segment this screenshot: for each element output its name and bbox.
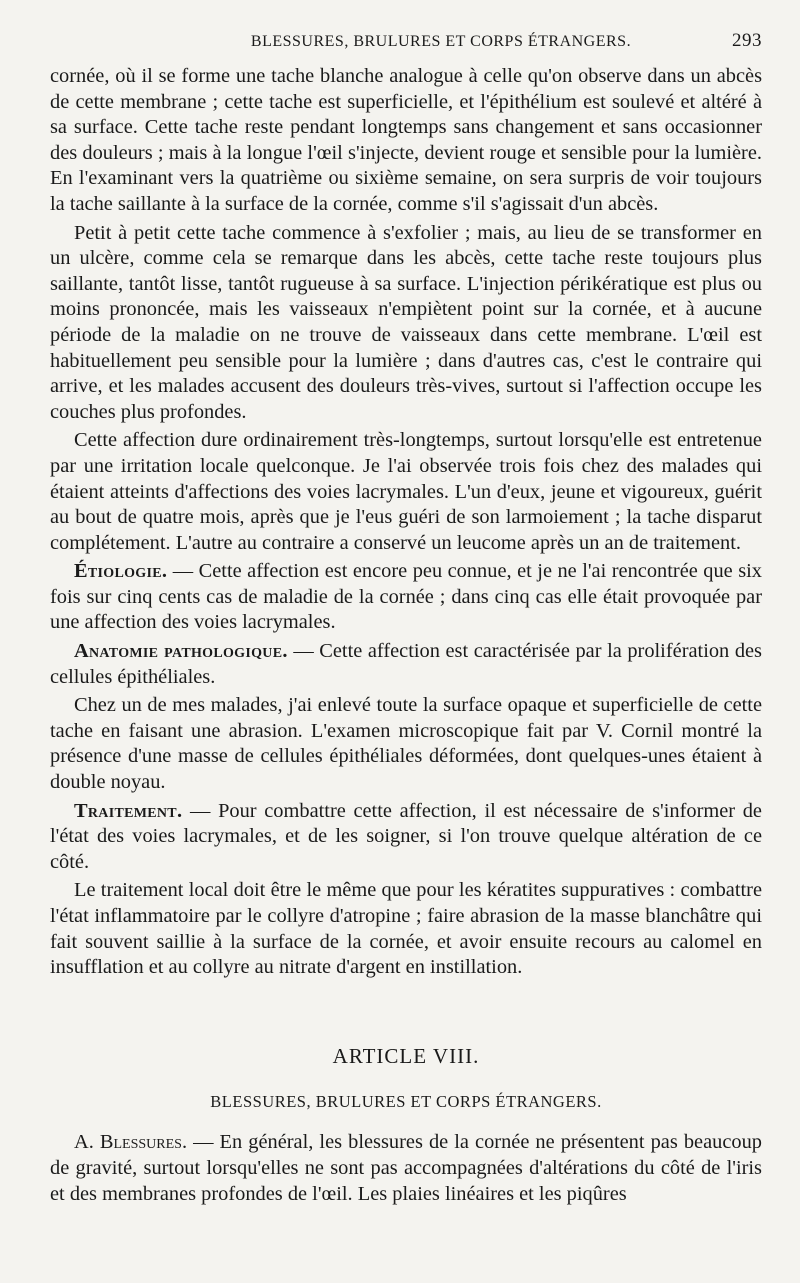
- paragraph-text: Le traitement local doit être le même que pour les kératites suppuratives : combattre l'état inflammatoire par le collyre d'atropine ; faire abrasion de la masse blanchâtre qui fait souvent saillie à la surface de la cornée, et avoir ensuite recours au calomel en insufflation et au collyre au nitrate d'argent en instillation.: [50, 879, 762, 979]
- body-text: [50, 64, 762, 1207]
- paragraph-text: — En général, les blessures de la cornée ne présentent pas beaucoup de gravité, surtout lorsqu'elles ne sont pas accompagnées d'altérations du côté de l'iris et des membranes profondes de l'œil. Les plaies linéaires et les piqûres: [50, 1131, 762, 1205]
- paragraph-text: — Cette affection est caractérisée par la prolifération des cellules épithéliales.: [50, 640, 762, 688]
- article-subheading: BLESSURES, BRULURES ET CORPS ÉTRANGERS.: [210, 1091, 602, 1111]
- paragraph-text: Chez un de mes malades, j'ai enlevé toute la surface opaque et superficielle de cette tache en faisant une abrasion. L'examen microscopique fait par V. Cornil montré la présence d'une masse de cellules épithéliales déformées, dont quelques-unes étaient à double noyau.: [50, 694, 762, 794]
- paragraph-text: — Pour combattre cette affection, il est nécessaire de s'informer de l'état des voies lacrymales, et de les soigner, si l'on trouve quelque altération de ce côté.: [50, 799, 762, 873]
- section-label-etiologie: Étiologie.: [74, 560, 168, 583]
- paragraph-blessures: [50, 1130, 762, 1207]
- paragraph-text: Cette affection dure ordinairement très-longtemps, surtout lorsqu'elle est entretenue par une irritation locale quelconque. Je l'ai observée trois fois chez des malades qui étaient atteints d'affections des voies lacrymales. L'un d'eux, jeune et vigoureux, guérit au bout de quatre mois, après que je l'eus guéri de son larmoiement ; la tache disparut complétement. L'autre au contraire a conservé un leucome après un an de traitement.: [50, 429, 762, 554]
- paragraph-text: Petit à petit cette tache commence à s'exfolier ; mais, au lieu de se transformer en un ulcère, comme cela se remarque dans les abcès, cette tache reste toujours plus saillante, tantôt lisse, tantôt rugueuse à sa surface. L'injection périkératique est plus ou moins prononcée, mais les vaisseaux n'empiètent point sur la cornée, et à aucune période de la maladie on ne trouve de vaisseaux dans cette membrane. L'œil est habituellement peu sensible pour la lumière ; dans d'autres cas, c'est le contraire qui arrive, et les malades accusent des douleurs très-vives, surtout si l'affection occupe les couches plus profondes.: [50, 221, 762, 423]
- paragraph-anatomie: [50, 639, 762, 690]
- paragraph-etiologie: [50, 559, 762, 636]
- running-header: [50, 30, 762, 60]
- paragraph: [50, 878, 762, 980]
- page-number: 293: [732, 30, 762, 51]
- paragraph-text: — Cette affection est encore peu connue, et je ne l'ai rencontrée que six fois sur cinq cents cas de maladie de la cornée ; dans cinq cas elle était provoquée par une affection des voies lacrymales.: [50, 560, 762, 634]
- paragraph-text: cornée, où il se forme une tache blanche analogue à celle qu'on observe dans un abcès de cette membrane ; cette tache est superficielle, et l'épithélium est soulevé et altéré à sa surface. Cette tache reste pendant longtemps sans changement et sans occasionner des douleurs ; mais à la longue l'œil s'injecte, devient rouge et sensible pour la lumière. En l'examinant vers la quatrième ou sixième semaine, on sera surpris de voir toujours la tache saillante à la surface de la cornée, comme s'il s'agissait d'un abcès.: [50, 65, 762, 215]
- paragraph-continued: [50, 64, 762, 218]
- section-label-blessures: A. Blessures.: [74, 1131, 188, 1154]
- article-heading: ARTICLE VIII.: [332, 1043, 480, 1068]
- paragraph: [50, 221, 762, 426]
- section-label-traitement: Traitement.: [74, 799, 183, 822]
- paragraph-traitement: [50, 799, 762, 876]
- paragraph: [50, 693, 762, 795]
- paragraph: [50, 428, 762, 556]
- running-title: BLESSURES, BRULURES ET CORPS ÉTRANGERS.: [250, 33, 632, 50]
- section-label-anatomie: Anatomie pathologique.: [74, 640, 288, 663]
